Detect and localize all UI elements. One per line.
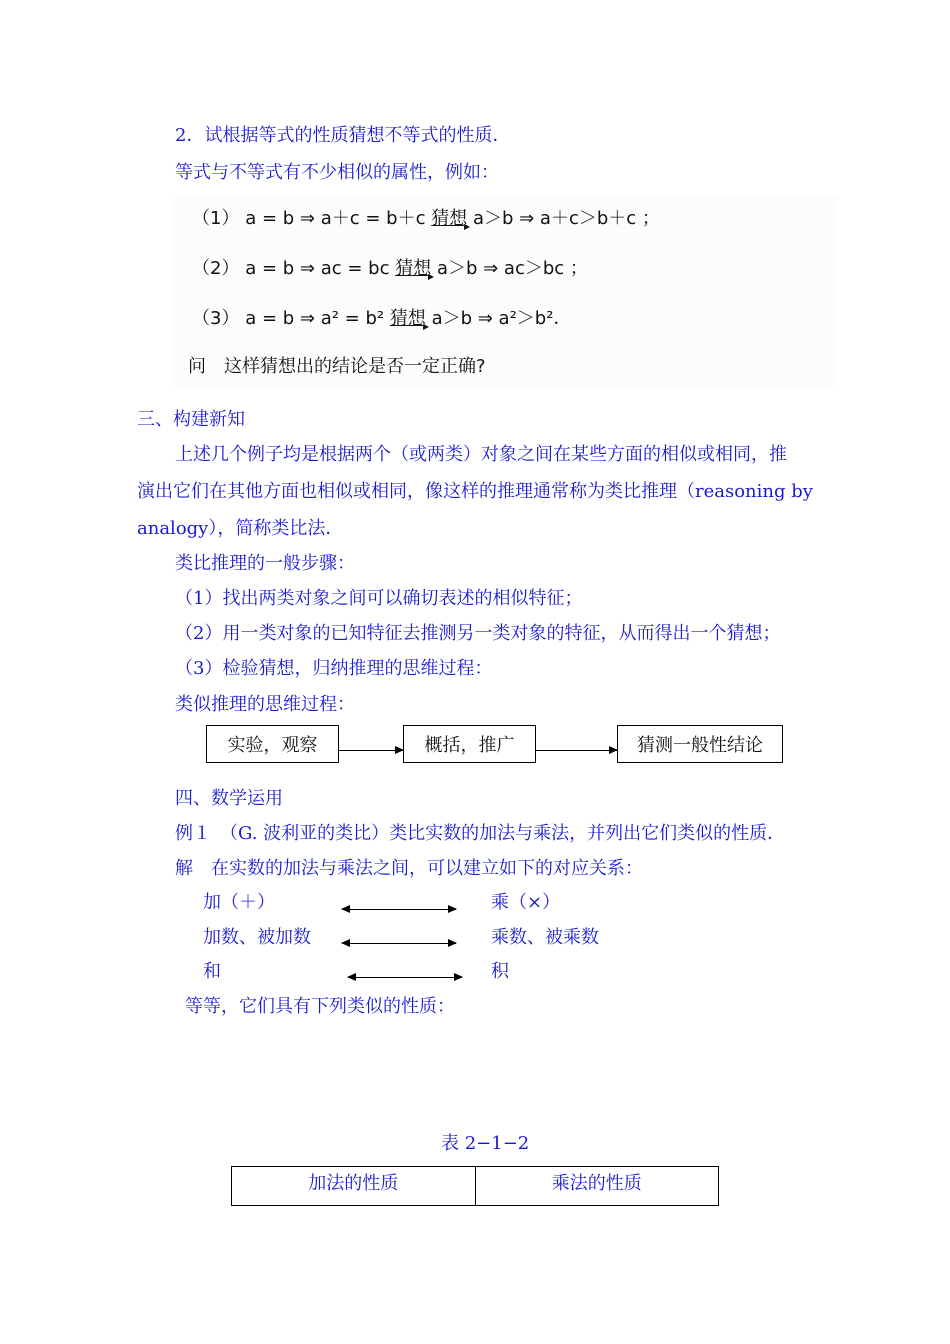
- section3-para-line1: 上述几个例子均是根据两个（或两类）对象之间在某些方面的相似或相同，推: [175, 444, 787, 465]
- solution-text: 解 在实数的加法与乘法之间，可以建立如下的对应关系：: [175, 858, 643, 879]
- double-arrow-2: [342, 943, 456, 944]
- inequality-image: [172, 196, 838, 386]
- guess-arrow-label: 猜想: [431, 208, 468, 229]
- inequality-result: a＞b ⇒ ac＞bc ；: [436, 258, 588, 279]
- inequality-row-1: [192, 208, 660, 230]
- row-number: （3）: [192, 308, 240, 329]
- inequality-result: a＞b ⇒ a＋c＞b＋c ；: [472, 208, 660, 229]
- steps-title: 类比推理的一般步骤：: [175, 553, 355, 574]
- equality: a = b ⇒ ac = bc: [245, 258, 390, 279]
- header-addition: 加法的性质: [232, 1167, 476, 1206]
- inequality-row-2: [192, 258, 588, 280]
- section3-heading: 三、构建新知: [137, 409, 245, 430]
- example-1: 例１ （G. 波利亚的类比）类比实数的加法与乘法，并列出它们类似的性质．: [175, 823, 786, 844]
- properties-table: [231, 1166, 719, 1206]
- pair-right-2: 乘数、被乘数: [491, 927, 599, 948]
- guess-arrow-label: 猜想: [395, 258, 432, 279]
- section2-intro: 等式与不等式有不少相似的属性，例如：: [175, 162, 499, 183]
- row-number: （1）: [192, 208, 240, 229]
- etc-text: 等等，它们具有下列类似的性质：: [185, 996, 455, 1017]
- double-arrow-3: [348, 977, 462, 978]
- flow-arrow-2: [535, 750, 617, 751]
- guess-arrow-label: 猜想: [389, 308, 426, 329]
- table-header-row: [232, 1167, 719, 1206]
- table-caption: 表 2−1−2: [441, 1133, 530, 1154]
- flow-box-observe: 实验，观察: [206, 725, 339, 763]
- inequality-row-3: [192, 308, 571, 330]
- equality: a = b ⇒ a＋c = b＋c: [245, 208, 426, 229]
- step-1: （1）找出两类对象之间可以确切表述的相似特征；: [175, 588, 583, 609]
- header-multiplication: 乘法的性质: [475, 1167, 719, 1206]
- pair-right-3: 积: [491, 961, 509, 982]
- flow-box-generalize: 概括，推广: [403, 725, 536, 763]
- section3-para-line2: 演出它们在其他方面也相似或相同，像这样的推理通常称为类比推理（reasoning by: [137, 481, 813, 502]
- step-3: （3）检验猜想，归纳推理的思维过程：: [175, 658, 493, 679]
- pair-left-3: 和: [203, 961, 221, 982]
- section3-para-line3: analogy），简称类比法．: [137, 518, 344, 539]
- process-title: 类似推理的思维过程：: [175, 694, 355, 715]
- pair-right-1: 乘（×）: [491, 892, 561, 913]
- inequality-result: a＞b ⇒ a²＞b²．: [431, 308, 572, 329]
- equality: a = b ⇒ a² = b²: [245, 308, 385, 329]
- step-2: （2）用一类对象的已知特征去推测另一类对象的特征，从而得出一个猜想；: [175, 623, 781, 644]
- question-text: 问 这样猜想出的结论是否一定正确?: [188, 356, 486, 377]
- section4-heading: 四、数学运用: [175, 788, 283, 809]
- row-number: （2）: [192, 258, 240, 279]
- flow-arrow-1: [338, 750, 403, 751]
- pair-left-1: 加（＋）: [203, 892, 275, 913]
- section2-heading: 2．试根据等式的性质猜想不等式的性质．: [175, 125, 511, 146]
- double-arrow-1: [342, 909, 456, 910]
- pair-left-2: 加数、被加数: [203, 927, 311, 948]
- flow-box-conjecture: 猜测一般性结论: [617, 725, 783, 763]
